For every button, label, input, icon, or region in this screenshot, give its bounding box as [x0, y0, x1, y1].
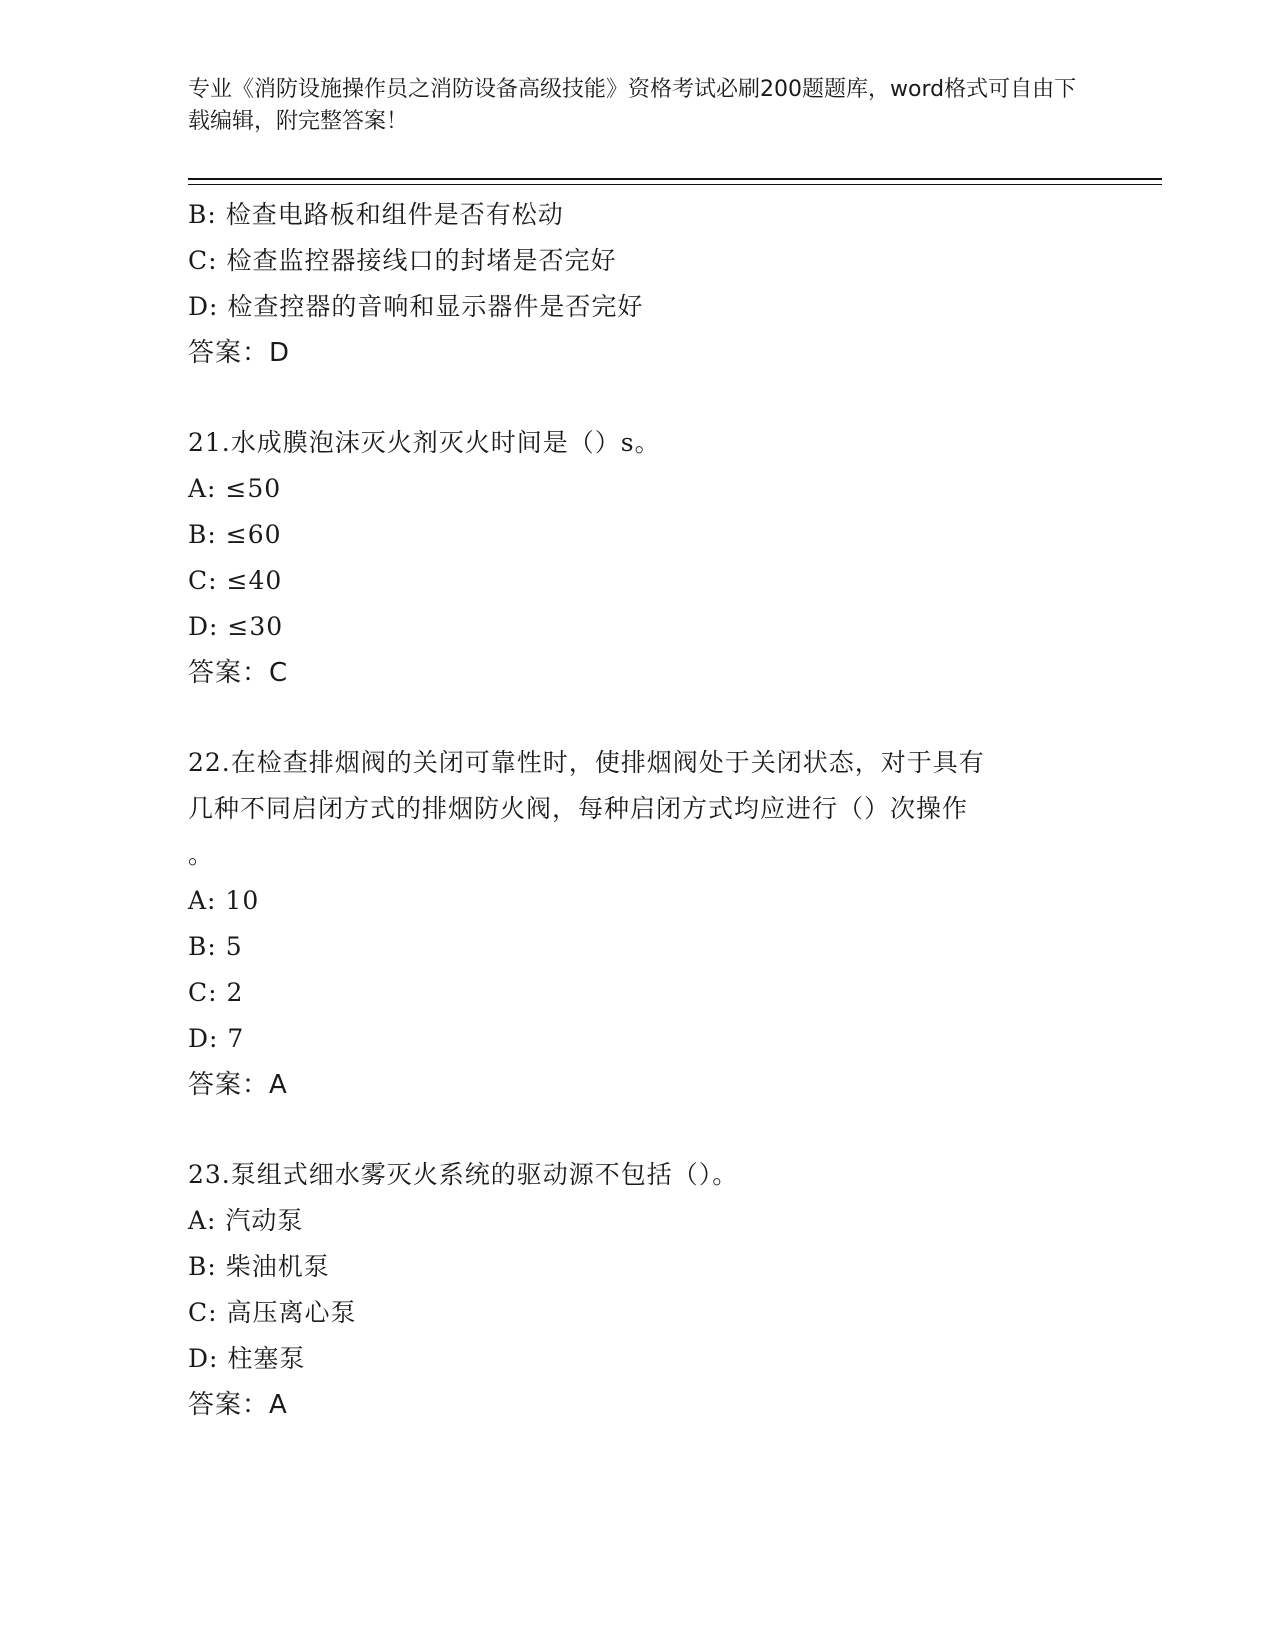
answer-line: 答案：D [188, 338, 291, 368]
option-d: D: ≤30 [188, 612, 284, 641]
question-23 [188, 1152, 1078, 1428]
header-title: 专业《消防设施操作员之消防设备高级技能》资格考试必刷200题题库，word格式可自由下载编辑，附完整答案！ [188, 77, 1077, 134]
question-stem-line-2: 几种不同启闭方式的排烟防火阀，每种启闭方式均应进行（）次操作 [188, 794, 969, 823]
answer-line: 答案：C [188, 658, 289, 688]
answer-line: 答案：A [188, 1070, 288, 1100]
option-a: A: 汽动泵 [188, 1206, 304, 1235]
question-21 [188, 420, 1078, 696]
question-20 [188, 192, 1078, 376]
option-a: A: 10 [188, 886, 260, 915]
question-stem: 23.泵组式细水雾灭火系统的驱动源不包括（）。 [188, 1160, 739, 1189]
option-b: B: 检查电路板和组件是否有松动 [188, 200, 564, 229]
option-c: C: 检查监控器接线口的封堵是否完好 [188, 246, 617, 275]
header-divider-thin [188, 184, 1162, 185]
question-22 [188, 740, 1078, 1108]
option-c: C: 2 [188, 978, 244, 1007]
option-a: A: ≤50 [188, 474, 282, 503]
question-stem-line-1: 22.在检查排烟阀的关闭可靠性时，使排烟阀处于关闭状态，对于具有 [188, 748, 985, 777]
header-divider-thick [188, 178, 1162, 180]
option-b: B: ≤60 [188, 520, 282, 549]
question-stem: 21.水成膜泡沫灭火剂灭火时间是（）s。 [188, 428, 661, 457]
option-d: D: 柱塞泵 [188, 1344, 306, 1373]
option-b: B: 柴油机泵 [188, 1252, 330, 1281]
document-header [188, 74, 1078, 138]
option-d: D: 检查控器的音响和显示器件是否完好 [188, 292, 644, 321]
option-b: B: 5 [188, 932, 243, 961]
answer-line: 答案：A [188, 1390, 288, 1420]
option-c: C: ≤40 [188, 566, 283, 595]
question-stem-line-3: 。 [188, 840, 215, 869]
option-d: D: 7 [188, 1024, 245, 1053]
document-body [188, 192, 1078, 1428]
option-c: C: 高压离心泵 [188, 1298, 357, 1327]
